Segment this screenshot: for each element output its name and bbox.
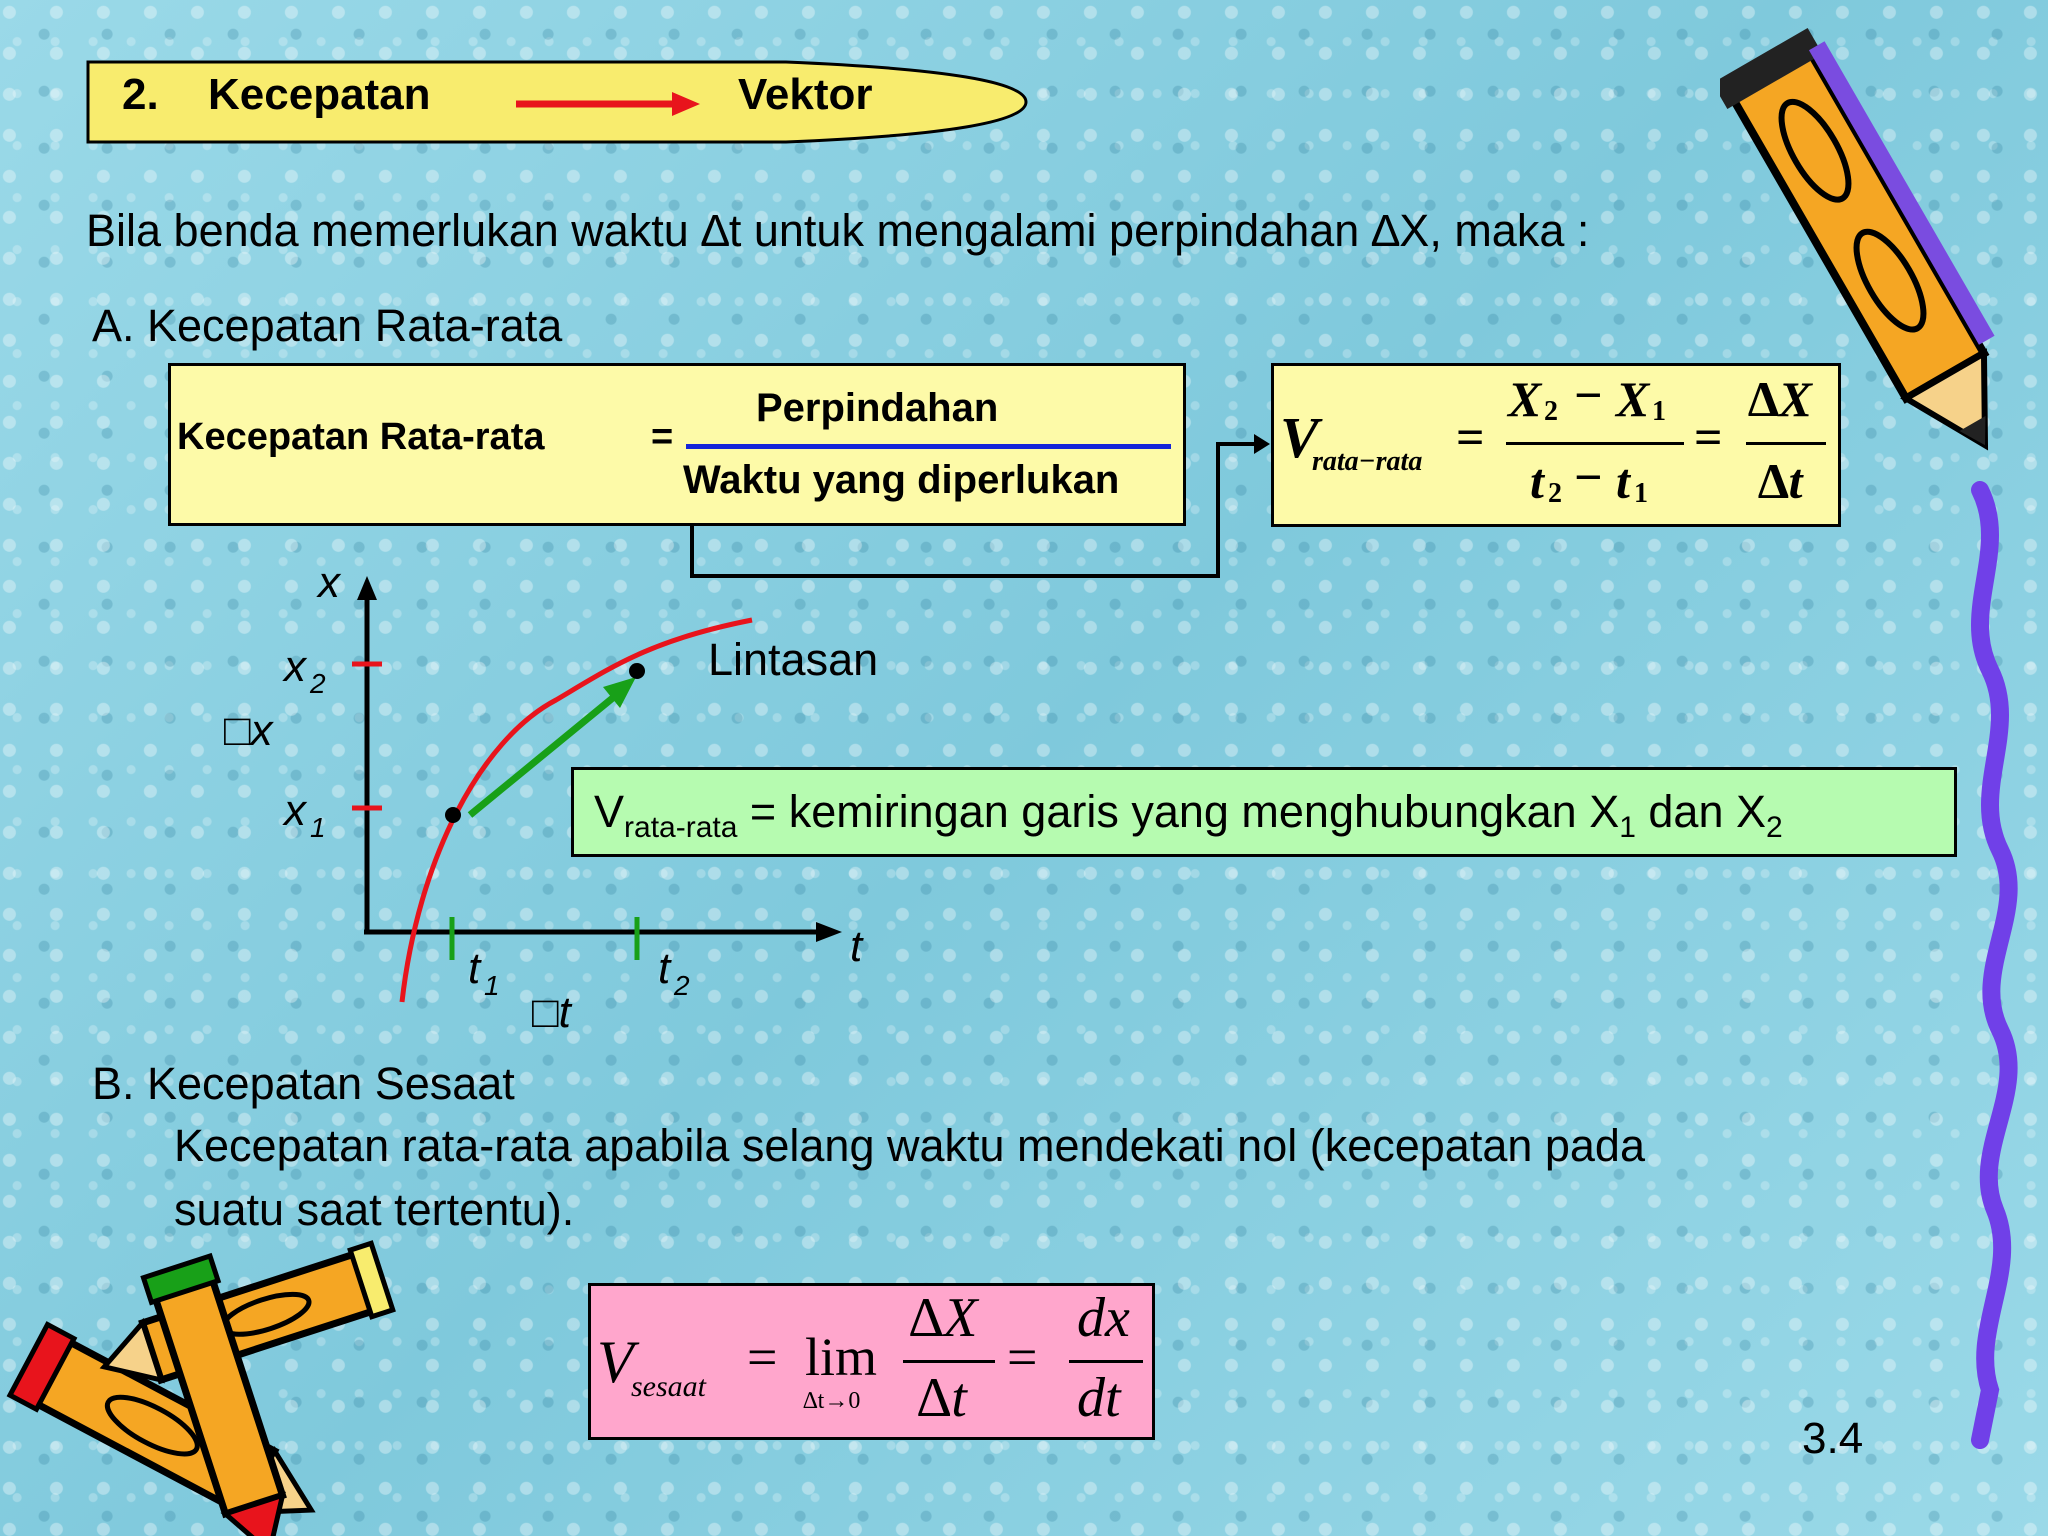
- formula-den-t2-sub: 2: [1548, 478, 1562, 509]
- squiggle-path: [1980, 490, 2009, 1440]
- formula-num-delta-x: ∆X: [1748, 371, 1812, 427]
- formula-den-t2: t: [1530, 453, 1544, 509]
- slope-note-body: = kemiringan garis yang menghubungkan X: [737, 786, 1620, 837]
- formula-v-subscript: rata−rata: [1312, 446, 1423, 477]
- title-right-word: Vektor: [738, 70, 873, 119]
- definition-lhs: Kecepatan Rata-rata: [177, 416, 545, 458]
- pencils-clipart-bottom-left: [0, 1240, 420, 1536]
- instantaneous-velocity-formula-box: [588, 1283, 1155, 1440]
- title-number: 2.: [122, 70, 159, 119]
- slope-note-sub-1: 1: [1619, 811, 1636, 844]
- formula-equals-1: =: [1456, 409, 1485, 465]
- inst-formula-v: V: [597, 1329, 634, 1395]
- formula-den-t1: t: [1616, 453, 1630, 509]
- inst-formula-den-dt: dt: [1077, 1367, 1121, 1429]
- definition-numerator: Perpindahan: [756, 386, 999, 430]
- x-axis-arrowhead: [816, 922, 842, 942]
- point-x1: [445, 807, 461, 823]
- section-b-heading: B. Kecepatan Sesaat: [92, 1058, 515, 1109]
- y-axis-label: x: [318, 558, 340, 607]
- section-b-line-2: suatu saat tertentu).: [174, 1184, 575, 1235]
- inst-formula-equals-1: =: [747, 1327, 778, 1387]
- t2-label-subscript: 2: [674, 970, 690, 1001]
- slope-note-box: [571, 767, 1957, 857]
- section-a-heading: A. Kecepatan Rata-rata: [92, 300, 563, 351]
- trajectory-label: Lintasan: [708, 634, 879, 685]
- definition-equals: =: [651, 416, 674, 458]
- x2-label-subscript: 2: [310, 668, 326, 699]
- inst-formula-num-dx: dx: [1077, 1287, 1130, 1349]
- purple-squiggle-decoration: [1940, 470, 2040, 1470]
- inst-formula-lim-subscript: ∆t→0: [803, 1388, 861, 1414]
- slope-note-sub-2: 2: [1766, 811, 1783, 844]
- title-left-word: Kecepatan: [208, 70, 431, 119]
- formula-num-x1-sub: 1: [1652, 396, 1666, 427]
- formula-num-x2-sub: 2: [1544, 396, 1558, 427]
- pencil-clipart-top-right: [1720, 6, 2020, 486]
- t1-label: t: [468, 944, 481, 993]
- inst-formula-den-delta-t: ∆t: [917, 1367, 967, 1429]
- inst-formula-fraction-bar-2: [1069, 1360, 1143, 1363]
- formula-den-delta-t: ∆t: [1758, 453, 1803, 509]
- x2-label: x: [284, 642, 306, 691]
- slide-number: 3.4: [1802, 1414, 1864, 1463]
- point-x2: [629, 663, 645, 679]
- definition-denominator: Waktu yang diperlukan: [683, 458, 1120, 502]
- t2-label: t: [658, 944, 671, 993]
- y-axis-arrowhead: [357, 576, 377, 600]
- formula-den-minus: −: [1574, 449, 1603, 505]
- formula-num-minus: −: [1574, 367, 1603, 423]
- formula-v: V: [1280, 405, 1319, 470]
- slope-note-v-subscript: rata-rata: [624, 811, 738, 844]
- section-b-line-1: Kecepatan rata-rata apabila selang waktu mendekati nol (kecepatan pada: [174, 1120, 1645, 1171]
- formula-num-x1: X: [1616, 371, 1650, 427]
- formula-num-x2: X: [1508, 371, 1542, 427]
- inst-formula-lim: lim: [805, 1327, 878, 1387]
- inst-formula-fraction-bar-1: [903, 1360, 995, 1363]
- inst-formula-num-delta-x: ∆X: [909, 1287, 978, 1349]
- t1-label-subscript: 1: [484, 970, 500, 1001]
- formula-den-t1-sub: 1: [1634, 478, 1648, 509]
- delta-x-label: □x: [224, 706, 273, 755]
- x-axis-label: t: [850, 922, 863, 971]
- delta-t-label: □t: [532, 988, 571, 1037]
- inst-formula-v-subscript: sesaat: [631, 1370, 706, 1403]
- slope-note-and: dan X: [1635, 786, 1767, 837]
- x1-label: x: [284, 786, 306, 835]
- x1-label-subscript: 1: [310, 812, 326, 843]
- inst-formula-equals-2: =: [1007, 1327, 1038, 1387]
- formula-equals-2: =: [1694, 409, 1723, 465]
- intro-text: Bila benda memerlukan waktu ∆t untuk mengalami perpindahan ∆X, maka :: [86, 205, 1590, 256]
- slope-note-text: [594, 786, 1783, 845]
- slope-note-v: V: [594, 786, 625, 837]
